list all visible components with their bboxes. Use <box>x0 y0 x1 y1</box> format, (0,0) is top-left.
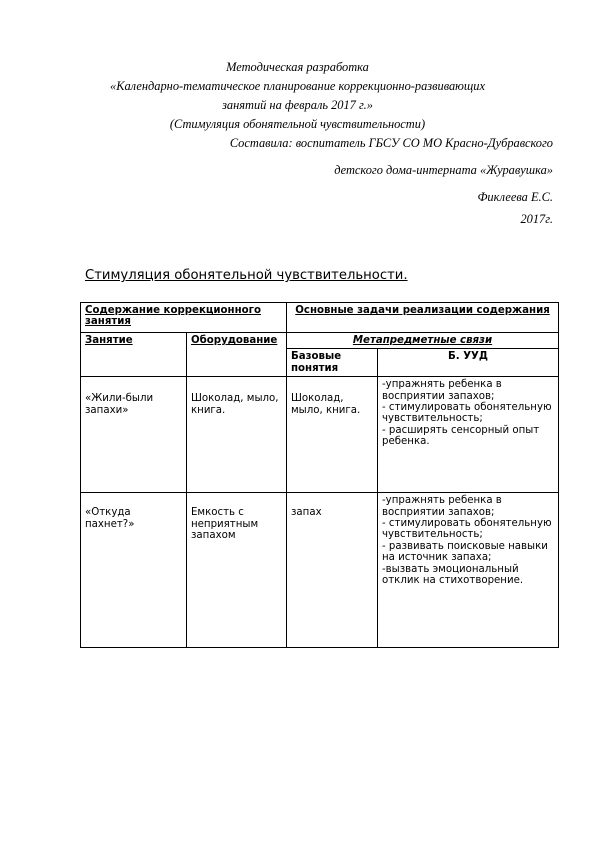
header-meta: Метапредметные связи <box>287 333 559 349</box>
header-year: 2017г. <box>520 212 553 226</box>
header-line-1: Методическая разработка <box>226 60 369 74</box>
header-author: Фиклеева Е.С. <box>477 190 553 204</box>
cell-lesson: «Откуда пахнет?» <box>81 493 187 648</box>
header-line-2: «Календарно-тематическое планирование коррекционно-развивающих <box>110 79 485 93</box>
header-content: Содержание коррекционного занятия <box>81 303 287 333</box>
header-equipment: Оборудование <box>187 333 287 377</box>
cell-lesson: «Жили-были запахи» <box>81 377 187 493</box>
header-tasks: Основные задачи реализации содержания <box>287 303 559 333</box>
header-line-4: (Стимуляция обонятельной чувствительности) <box>169 117 426 131</box>
header-line-3: занятий на февраль 2017 г.» <box>222 98 373 112</box>
header-uud: Б. УУД <box>378 349 559 377</box>
header-line-6: детского дома-интерната «Журавушка» <box>334 163 553 177</box>
cell-equipment: Емкость с неприятным запахом <box>187 493 287 648</box>
cell-equipment: Шоколад, мыло, книга. <box>187 377 287 493</box>
header-basic: Базовые понятия <box>287 349 378 377</box>
cell-uud: -упражнять ребенка в восприятии запахов; - стимулировать обонятельную чувствительность; - расширять сенсорный опыт ребенка. <box>378 377 559 493</box>
section-heading: Стимуляция обонятельной чувствительности. <box>85 268 408 283</box>
cell-basic: Шоколад, мыло, книга. <box>287 377 378 493</box>
lesson-table <box>80 302 559 648</box>
header-line-5: Составила: воспитатель ГБСУ СО МО Красно-Дубравского <box>229 136 553 150</box>
header-lesson: Занятие <box>81 333 187 377</box>
cell-basic: запах <box>287 493 378 648</box>
cell-uud: -упражнять ребенка в восприятии запахов; - стимулировать обонятельную чувствительность; - развивать поисковые навыки на источник запаха; -вызвать эмоциональный отклик на стихотворение. <box>378 493 559 648</box>
table-row <box>81 493 559 648</box>
table-row <box>81 377 559 493</box>
